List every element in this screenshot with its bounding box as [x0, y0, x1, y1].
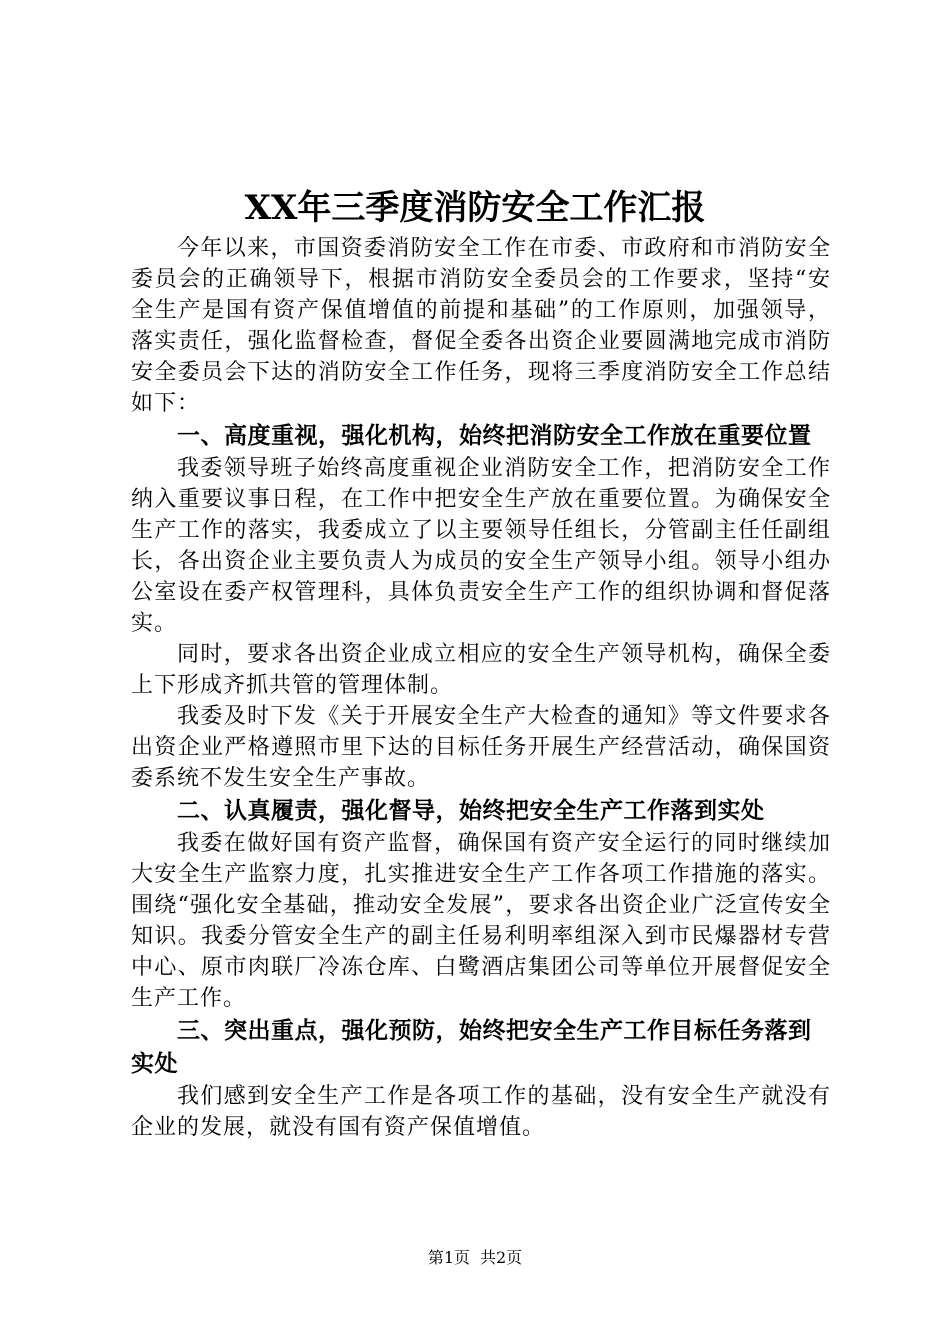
section-heading-1: 一、高度重视，强化机构，始终把消防安全工作放在重要位置	[177, 423, 812, 449]
document-body	[131, 233, 831, 1143]
paragraph-3-1: 我们感到安全生产工作是各项工作的基础，没有安全生产就没有企业的发展，就没有国有资产保值增值。	[131, 1084, 831, 1140]
page-number: 第1页	[427, 1248, 470, 1267]
paragraph-1-2: 同时，要求各出资企业成立相应的安全生产领导机构，确保全委上下形成齐抓共管的管理体制。	[131, 642, 831, 698]
paragraph-1-1: 我委领导班子始终高度重视企业消防安全工作，把消防安全工作纳入重要议事日程，在工作中把安全生产放在重要位置。为确保安全生产工作的落实，我委成立了以主要领导任组长，分管副主任任副组长，各出资企业主要负责人为成员的安全生产领导小组。领导小组办公室设在委产权管理科，具体负责安全生产工作的组织协调和督促落实。	[131, 456, 831, 636]
paragraph-intro: 今年以来，市国资委消防安全工作在市委、市政府和市消防安全委员会的正确领导下，根据市消防安全委员会的工作要求，坚持“安全生产是国有资产保值增值的前提和基础”的工作原则，加强领导，落实责任，强化监督检查，督促全委各出资企业要圆满地完成市消防安全委员会下达的消防安全工作任务，现将三季度消防安全工作总结如下：	[131, 236, 831, 416]
page-footer	[0, 1248, 950, 1268]
section-heading-2: 二、认真履责，强化督导，始终把安全生产工作落到实处	[177, 798, 765, 824]
document-title: XX年三季度消防安全工作汇报	[244, 188, 706, 228]
section-heading-3: 三、突出重点，强化预防，始终把安全生产工作目标任务落到实处	[131, 1018, 812, 1077]
page-total: 共2页	[480, 1248, 523, 1267]
paragraph-2-1: 我委在做好国有资产监督，确保国有资产安全运行的同时继续加大安全生产监察力度，扎实推进安全生产工作各项工作措施的落实。围绕“强化安全基础，推动安全发展”，要求各出资企业广泛宣传安全知识。我委分管安全生产的副主任易利明率组深入到市民爆器材专营中心、原市肉联厂冷冻仓库、白鹭酒店集团公司等单位开展督促安全生产工作。	[131, 831, 831, 1011]
paragraph-1-3: 我委及时下发《关于开展安全生产大检查的通知》等文件要求各出资企业严格遵照市里下达的目标任务开展生产经营活动，确保国资委系统不发生安全生产事故。	[131, 704, 831, 791]
